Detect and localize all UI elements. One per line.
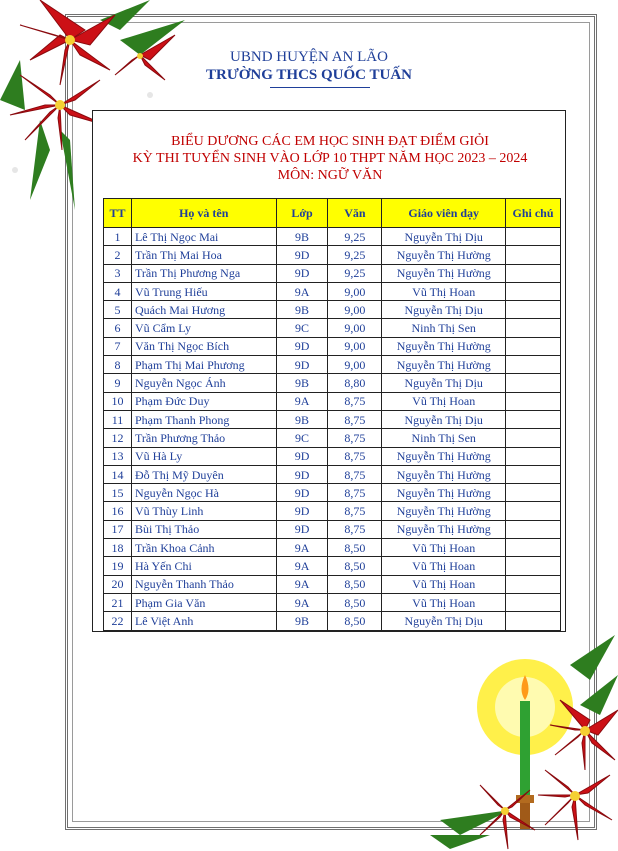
- literature-score: 8,75: [328, 447, 382, 465]
- table-row: [104, 264, 561, 282]
- school-name: TRƯỜNG THCS QUỐC TUẤN: [205, 67, 412, 83]
- student-name: Quách Mai Hương: [131, 301, 276, 319]
- row-number: 17: [104, 520, 132, 538]
- table-row: [104, 228, 561, 246]
- table-row: [104, 539, 561, 557]
- table-row: [104, 392, 561, 410]
- student-class: 9B: [276, 612, 328, 630]
- column-header-tt: TT: [104, 199, 132, 228]
- student-name: Trần Khoa Cảnh: [131, 539, 276, 557]
- literature-score: 8,50: [328, 612, 382, 630]
- literature-score: 8,75: [328, 392, 382, 410]
- table-row: [104, 246, 561, 264]
- teacher-name: Ninh Thị Sen: [382, 429, 506, 447]
- table-body: [104, 228, 561, 631]
- student-name: Vũ Hà Ly: [131, 447, 276, 465]
- student-class: 9C: [276, 319, 328, 337]
- honor-board: [92, 110, 566, 632]
- note: [506, 502, 561, 520]
- note: [506, 282, 561, 300]
- row-number: 8: [104, 356, 132, 374]
- candle-poinsettia-decoration: [420, 635, 618, 851]
- table-row: [104, 557, 561, 575]
- literature-score: 9,25: [328, 264, 382, 282]
- literature-score: 8,75: [328, 484, 382, 502]
- row-number: 5: [104, 301, 132, 319]
- student-name: Trần Thị Mai Hoa: [131, 246, 276, 264]
- literature-score: 8,75: [328, 410, 382, 428]
- teacher-name: Nguyễn Thị Dịu: [382, 410, 506, 428]
- table-row: [104, 484, 561, 502]
- student-class: 9B: [276, 228, 328, 246]
- title-line-1: BIỂU DƯƠNG CÁC EM HỌC SINH ĐẠT ĐIỂM GIỎI: [171, 134, 489, 149]
- table-row: [104, 319, 561, 337]
- row-number: 4: [104, 282, 132, 300]
- note: [506, 484, 561, 502]
- teacher-name: Nguyễn Thị Dịu: [382, 612, 506, 630]
- student-class: 9B: [276, 301, 328, 319]
- row-number: 10: [104, 392, 132, 410]
- column-header-name: Họ và tên: [131, 199, 276, 228]
- row-number: 2: [104, 246, 132, 264]
- row-number: 21: [104, 593, 132, 611]
- row-number: 20: [104, 575, 132, 593]
- literature-score: 8,75: [328, 502, 382, 520]
- note: [506, 429, 561, 447]
- table-row: [104, 575, 561, 593]
- teacher-name: Nguyễn Thị Hường: [382, 356, 506, 374]
- teacher-name: Nguyễn Thị Hường: [382, 484, 506, 502]
- student-name: Trần Thị Phương Nga: [131, 264, 276, 282]
- student-name: Phạm Thanh Phong: [131, 410, 276, 428]
- teacher-name: Vũ Thị Hoan: [382, 593, 506, 611]
- literature-score: 9,00: [328, 337, 382, 355]
- student-name: Nguyễn Thanh Thảo: [131, 575, 276, 593]
- student-class: 9A: [276, 575, 328, 593]
- literature-score: 8,50: [328, 575, 382, 593]
- row-number: 1: [104, 228, 132, 246]
- student-name: Phạm Gia Văn: [131, 593, 276, 611]
- teacher-name: Vũ Thị Hoan: [382, 539, 506, 557]
- district-name: UBND HUYỆN AN LÃO: [230, 49, 388, 65]
- table-header-row: [104, 199, 561, 228]
- note: [506, 557, 561, 575]
- teacher-name: Nguyễn Thị Hường: [382, 337, 506, 355]
- literature-score: 8,75: [328, 429, 382, 447]
- column-header-score: Văn: [328, 199, 382, 228]
- row-number: 16: [104, 502, 132, 520]
- literature-score: 8,80: [328, 374, 382, 392]
- row-number: 9: [104, 374, 132, 392]
- note: [506, 520, 561, 538]
- column-header-class: Lớp: [276, 199, 328, 228]
- teacher-name: Nguyễn Thị Dịu: [382, 374, 506, 392]
- student-class: 9A: [276, 539, 328, 557]
- title-line-2: KỲ THI TUYỂN SINH VÀO LỚP 10 THPT NĂM HỌC 2023 – 2024: [132, 151, 528, 166]
- table-row: [104, 593, 561, 611]
- student-class: 9D: [276, 246, 328, 264]
- student-name: Vũ Cẩm Ly: [131, 319, 276, 337]
- student-name: Lê Thị Ngọc Mai: [131, 228, 276, 246]
- student-class: 9D: [276, 484, 328, 502]
- note: [506, 246, 561, 264]
- row-number: 14: [104, 465, 132, 483]
- student-class: 9D: [276, 465, 328, 483]
- table-row: [104, 502, 561, 520]
- student-class: 9A: [276, 392, 328, 410]
- row-number: 19: [104, 557, 132, 575]
- note: [506, 539, 561, 557]
- note: [506, 612, 561, 630]
- student-class: 9B: [276, 410, 328, 428]
- note: [506, 410, 561, 428]
- note: [506, 337, 561, 355]
- row-number: 22: [104, 612, 132, 630]
- teacher-name: Nguyễn Thị Hường: [382, 502, 506, 520]
- title-line-3: MÔN: NGỮ VĂN: [277, 168, 383, 183]
- teacher-name: Nguyễn Thị Hường: [382, 447, 506, 465]
- literature-score: 8,75: [328, 465, 382, 483]
- student-name: Nguyễn Ngọc Hà: [131, 484, 276, 502]
- student-name: Văn Thị Ngọc Bích: [131, 337, 276, 355]
- row-number: 18: [104, 539, 132, 557]
- table-row: [104, 447, 561, 465]
- note: [506, 319, 561, 337]
- student-class: 9D: [276, 356, 328, 374]
- table-row: [104, 337, 561, 355]
- student-name: Vũ Thùy Linh: [131, 502, 276, 520]
- table-row: [104, 612, 561, 630]
- teacher-name: Nguyễn Thị Hường: [382, 520, 506, 538]
- student-class: 9A: [276, 557, 328, 575]
- row-number: 15: [104, 484, 132, 502]
- student-table: [103, 198, 561, 631]
- literature-score: 9,00: [328, 282, 382, 300]
- teacher-name: Nguyễn Thị Hường: [382, 465, 506, 483]
- note: [506, 356, 561, 374]
- table-row: [104, 374, 561, 392]
- literature-score: 9,25: [328, 246, 382, 264]
- literature-score: 8,50: [328, 557, 382, 575]
- note: [506, 228, 561, 246]
- student-class: 9D: [276, 520, 328, 538]
- teacher-name: Vũ Thị Hoan: [382, 575, 506, 593]
- literature-score: 9,25: [328, 228, 382, 246]
- note: [506, 447, 561, 465]
- row-number: 6: [104, 319, 132, 337]
- student-class: 9C: [276, 429, 328, 447]
- table-row: [104, 465, 561, 483]
- candle: [520, 701, 530, 797]
- row-number: 13: [104, 447, 132, 465]
- student-name: Đỗ Thị Mỹ Duyên: [131, 465, 276, 483]
- student-name: Nguyễn Ngọc Ánh: [131, 374, 276, 392]
- student-name: Trần Phương Thảo: [131, 429, 276, 447]
- teacher-name: Ninh Thị Sen: [382, 319, 506, 337]
- column-header-teacher: Giáo viên dạy: [382, 199, 506, 228]
- teacher-name: Nguyễn Thị Dịu: [382, 301, 506, 319]
- student-class: 9B: [276, 374, 328, 392]
- student-class: 9D: [276, 337, 328, 355]
- table-row: [104, 410, 561, 428]
- note: [506, 301, 561, 319]
- note: [506, 465, 561, 483]
- literature-score: 9,00: [328, 356, 382, 374]
- teacher-name: Nguyễn Thị Hường: [382, 264, 506, 282]
- note: [506, 374, 561, 392]
- student-class: 9A: [276, 282, 328, 300]
- row-number: 3: [104, 264, 132, 282]
- student-class: 9D: [276, 264, 328, 282]
- literature-score: 9,00: [328, 301, 382, 319]
- student-class: 9D: [276, 502, 328, 520]
- student-name: Phạm Đức Duy: [131, 392, 276, 410]
- student-name: Lê Việt Anh: [131, 612, 276, 630]
- student-name: Vũ Trung Hiếu: [131, 282, 276, 300]
- row-number: 7: [104, 337, 132, 355]
- student-name: Bùi Thị Thảo: [131, 520, 276, 538]
- student-class: 9A: [276, 593, 328, 611]
- table-row: [104, 429, 561, 447]
- teacher-name: Nguyễn Thị Dịu: [382, 228, 506, 246]
- note: [506, 575, 561, 593]
- note: [506, 264, 561, 282]
- teacher-name: Vũ Thị Hoan: [382, 392, 506, 410]
- school-name-underline: [270, 87, 370, 88]
- teacher-name: Vũ Thị Hoan: [382, 282, 506, 300]
- table-row: [104, 301, 561, 319]
- teacher-name: Vũ Thị Hoan: [382, 557, 506, 575]
- row-number: 12: [104, 429, 132, 447]
- literature-score: 9,00: [328, 319, 382, 337]
- student-name: Hà Yến Chi: [131, 557, 276, 575]
- student-class: 9D: [276, 447, 328, 465]
- note: [506, 593, 561, 611]
- column-header-note: Ghi chú: [506, 199, 561, 228]
- table-row: [104, 282, 561, 300]
- table-row: [104, 356, 561, 374]
- row-number: 11: [104, 410, 132, 428]
- literature-score: 8,50: [328, 593, 382, 611]
- student-name: Phạm Thị Mai Phương: [131, 356, 276, 374]
- note: [506, 392, 561, 410]
- teacher-name: Nguyễn Thị Hường: [382, 246, 506, 264]
- literature-score: 8,75: [328, 520, 382, 538]
- literature-score: 8,50: [328, 539, 382, 557]
- table-row: [104, 520, 561, 538]
